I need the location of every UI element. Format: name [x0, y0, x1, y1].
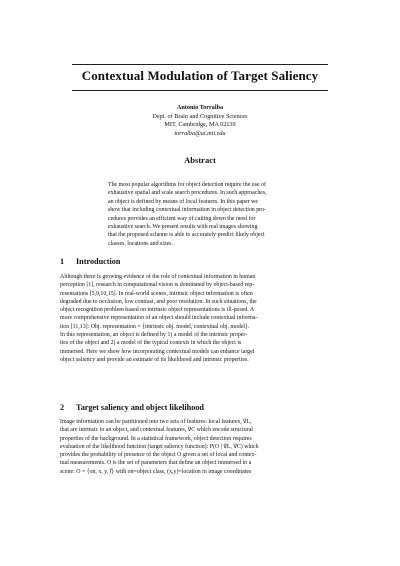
section-title: Target saliency and object likelihood [76, 403, 204, 412]
body-line: object recognition problem based on intrinsic object representations is ill-posed. A [60, 307, 255, 314]
abstract-body [108, 181, 292, 248]
body-line: scene: O = {on, x, y, i⃗} with on=object class, (x,y)=location in image coordinates [60, 468, 252, 475]
body-line: properties of the background. In a statistical framework, object detection requires [60, 435, 252, 442]
author-address: MIT, Cambridge, MA 02139 [164, 121, 236, 129]
body-line: more comprehensive representation of an object should include contextual informa- [60, 315, 258, 322]
target-saliency-body [60, 418, 341, 476]
abstract-line: classes, locations and sizes. [108, 240, 173, 247]
abstract-heading: Abstract [184, 155, 216, 165]
body-line: object saliency and provide an estimate of its likelihood and intrinsic properties. [60, 356, 249, 363]
title-rule-bottom [72, 90, 328, 91]
body-line: that are intrinsic to an object, and contextual features, v⃗C which encode structural [60, 427, 253, 434]
section-heading-target-saliency [60, 403, 340, 412]
body-line: In this representation, an object is defined by 1) a model of the intrinsic proper- [60, 332, 248, 339]
section-title: Introduction [76, 257, 121, 266]
abstract-line: that the proposed scheme is able to accurately predict likely object [108, 232, 265, 239]
body-line: tual measurements. O is the set of parameters that define an object immersed in a [60, 460, 252, 467]
body-line: ties of the object and 2) a model of the typical contexts in which the object is [60, 340, 242, 347]
title-rule-top [72, 64, 328, 65]
body-line: perception [1], research in computational vision is dominated by object-based rep- [60, 282, 255, 289]
abstract-line: exhaustive search. We present results with real images showing [108, 223, 258, 230]
author-name: Antonio Torralba [176, 104, 224, 111]
body-line: immersed. Here we show how incorporating contextual models can enhance target [60, 348, 255, 355]
body-line: Image information can be partitioned into two sets of features: local features, v⃗L, [60, 419, 252, 425]
body-line: evaluation of the likelihood function (target saliency function): P(O | v⃗L, v⃗C) which [60, 443, 259, 450]
body-line: resentations [5,9,10,15]. In real-world scenes, intrinsic object information is often [60, 290, 253, 297]
abstract-line: exhaustive spatial and scale search procedures. In such approaches, [108, 190, 267, 197]
body-line: tion [11,13]: Obj. representation = {intrinsic obj. model, contextual obj. model}. [60, 323, 250, 330]
body-line: Although there is growing evidence of the role of contextual information in human [60, 274, 256, 280]
abstract-line: The most popular algorithms for object detection require the use of [108, 182, 267, 188]
author-email: torralba@ai.mit.edu [174, 129, 226, 137]
author-affiliation: Dept. of Brain and Cognitive Sciences [152, 112, 248, 120]
abstract-line: an object is defined by means of local features. In this paper we [108, 198, 258, 205]
paper-title: Contextual Modulation of Target Saliency [81, 68, 319, 83]
section-number: 1 [60, 257, 65, 266]
section-number: 2 [60, 403, 65, 412]
author-block [40, 104, 360, 138]
abstract-line: show that including contextual information in object detection pro- [108, 207, 267, 214]
introduction-body [60, 273, 341, 364]
body-line: provides the probability of presence of the object O given a set of local and contex- [60, 452, 257, 459]
body-line: degraded due to occlusion, low contrast, and poor resolution. In such situations, the [60, 298, 257, 305]
section-heading-introduction [60, 257, 340, 266]
abstract-line: cedures provides an efficient way of cutting down the need for [108, 215, 256, 222]
